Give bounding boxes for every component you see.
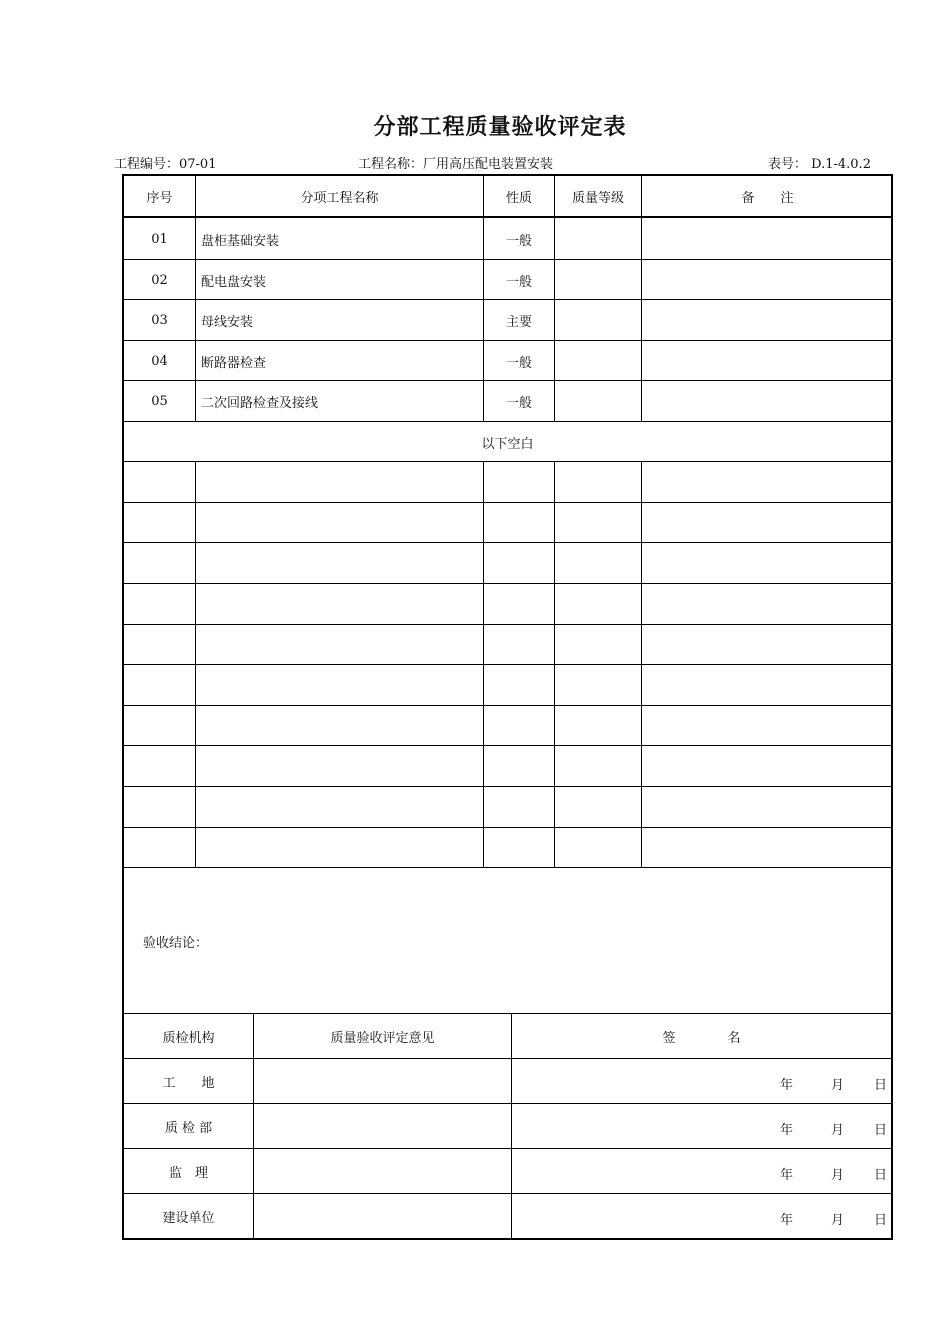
sign-day: 日 [874,1213,888,1228]
row-remark[interactable] [642,341,893,381]
sign-day: 日 [874,1168,888,1183]
sign-org: 质 检 部 [164,1120,213,1136]
row-remark[interactable] [642,381,893,422]
row-no: 04 [151,353,168,369]
row-nature: 主要 [505,315,532,330]
row-name: 二次回路检查及接线 [201,396,319,411]
col-header-grade: 质量等级 [571,191,624,206]
row-no: 01 [151,231,168,247]
project-name: 工程名称：厂用高压配电装置安装 [358,157,554,172]
sign-col-org: 质检机构 [162,1031,215,1046]
row-name: 断路器检查 [201,355,267,371]
row-grade[interactable] [555,341,641,381]
sign-day: 日 [874,1123,888,1138]
sign-org: 建设单位 [162,1210,215,1226]
sign-col-opinion: 质量验收评定意见 [330,1031,435,1046]
sign-org: 监 理 [168,1165,208,1181]
col-header-remark: 备 注 [741,191,794,206]
project-number: 工程编号：07-01 [114,157,217,172]
row-nature: 一般 [505,274,532,290]
row-remark[interactable] [642,300,893,341]
form-title: 分部工程质量验收评定表 [373,115,627,140]
sign-month: 月 [831,1123,845,1138]
sign-org: 工 地 [162,1075,215,1091]
sign-day: 日 [874,1078,888,1093]
sign-year: 年 [780,1078,794,1093]
col-header-nature: 性质 [505,191,532,206]
row-grade[interactable] [555,260,641,300]
row-name: 配电盘安装 [201,274,267,290]
sign-month: 月 [831,1168,845,1183]
col-header-name: 分项工程名称 [300,191,379,206]
sign-year: 年 [780,1123,794,1138]
row-grade[interactable] [555,300,641,341]
form-number: 表号： D.1-4.0.2 [768,157,871,172]
blank-below-note: 以下空白 [481,436,534,452]
sign-year: 年 [780,1213,794,1228]
sign-col-signature: 签 名 [662,1031,741,1046]
row-remark[interactable] [642,260,893,300]
conclusion-label: 验收结论： [143,935,209,951]
row-remark[interactable] [642,219,893,259]
row-nature: 一般 [505,355,532,371]
row-grade[interactable] [555,381,641,422]
row-nature: 一般 [505,396,532,411]
row-no: 05 [151,394,168,409]
sign-month: 月 [831,1078,845,1093]
sign-month: 月 [831,1213,845,1228]
sign-year: 年 [780,1168,794,1183]
row-nature: 一般 [505,233,532,249]
row-no: 03 [151,313,168,328]
evaluation-table [122,174,893,1240]
row-name: 盘柜基础安装 [201,233,280,249]
row-no: 02 [151,272,168,288]
col-header-no: 序号 [146,191,173,206]
row-grade[interactable] [555,219,641,259]
row-name: 母线安装 [201,315,254,330]
